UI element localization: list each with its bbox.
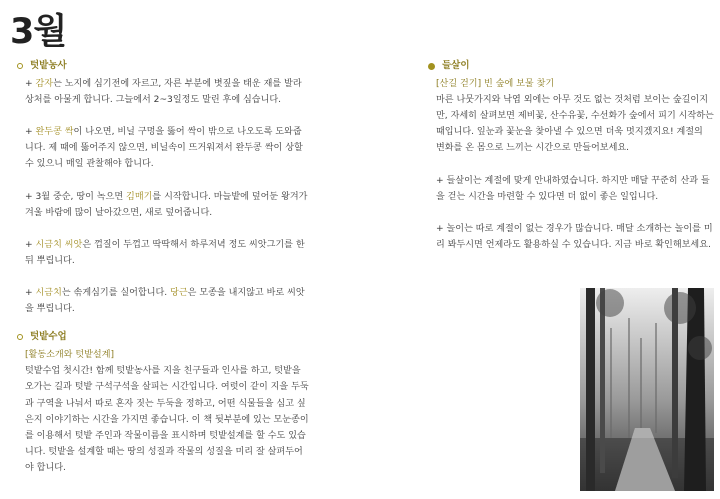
item-highlight: 김매기 (126, 191, 153, 202)
item-text: + (25, 127, 36, 138)
section-heading-farming (17, 58, 309, 74)
outdoor-item: + 들살이는 계절에 맞게 안내하였습니다. 하지만 매달 꾸준히 산과 들을 걷는 시간을 마련할 수 있다면 더 없이 좋은 일입니다. (436, 175, 710, 202)
right-column (428, 58, 714, 269)
section-heading-label: 텃밭농사 (30, 60, 67, 71)
class-body: 텃밭수업 첫시간! 함께 텃밭농사를 지을 친구들과 인사를 하고, 텃밭을 오가는 길과 텃밭 구석구석을 살피는 시간입니다. 여럿이 같이 지을 두둑과 구역을 나눠서 따로 혼자 짓는 두둑을 정하고, 어떤 식물들을 심고 싶은지 이야기하는 시간을 가지면 좋습니다. 이 책 뒷부분에 있는 모눈종이를 이용해서 텃밭 주인과 작물이름을 표시하며 텃밭설계를 할 수도 있습니다. 텃밭을 설계할 때는 땅의 성질과 작물의 성질을 미리 잘 살펴두어야 합니다. (25, 366, 309, 473)
item-highlight: 시금치 (35, 287, 62, 298)
dot-bullet-icon (428, 63, 435, 70)
ring-bullet-icon (17, 334, 23, 340)
farming-item-potato (17, 76, 309, 108)
left-column (17, 58, 309, 476)
item-highlight: 완두콩 싹 (35, 127, 74, 138)
item-text: + (25, 239, 36, 250)
farming-item-spinach-carrot (17, 285, 309, 317)
item-text: 이 나오면, 비닐 구멍을 뚫어 싹이 밖으로 나오도록 도와줍니다. 제 때에 뚫어주지 않으면, 비닐속이 뜨거워져서 완두콩 싹이 상할 수 있으니 매일 관찰해야 합니다. (25, 127, 303, 170)
outdoor-intro: 마른 나뭇가지와 낙엽 외에는 아무 것도 없는 것처럼 보이는 숲길이지만, 자세히 살펴보면 제비꽃, 산수유꽃, 수선화가 숲에서 피기 시작하는 때입니다. 잎눈과 꽃눈을 찾아낼 수 있으면 더욱 멋지겠지요! 계절의 변화를 온 몸으로 느끼는 시간으로 만들어보세요. (436, 95, 714, 154)
item-text: + 3월 중순, 땅이 녹으면 (25, 191, 127, 202)
farming-item-weeding (17, 189, 309, 221)
section-heading-label: 텃밭수업 (30, 331, 67, 343)
class-subtag: [활동소개와 텃밭설계] (25, 350, 115, 361)
item-text: 를 시작합니다. 마늘밭에 덮어둔 왕겨가 겨울 바람에 많이 날아갔으면, 새로 덮어줍니다. (25, 191, 308, 218)
section-heading-class (17, 329, 309, 345)
item-highlight: 감자 (35, 79, 54, 90)
farming-item-spinach-seed (17, 237, 309, 269)
page-title: 3월 (10, 12, 67, 52)
ring-bullet-icon (17, 63, 23, 69)
outdoor-subtag: [산길 걷기] 빈 숲에 보물 찾기 (436, 79, 555, 90)
item-text: + (25, 287, 36, 298)
forest-path-photo (580, 288, 714, 491)
forest-photo-illustration (580, 288, 714, 491)
section-heading-outdoor (428, 58, 714, 74)
item-highlight: 당근 (170, 287, 188, 298)
outdoor-item: + 놀이는 따로 계절이 없는 경우가 많습니다. 매달 소개하는 놀이를 미리 봐두시면 언제라도 활용하실 수 있습니다. 지금 바로 확인해보세요. (436, 223, 713, 250)
item-text: 는 노지에 심기전에 자르고, 자른 부분에 볏짚을 태운 재를 발라 상처를 아물게 합니다. 그늘에서 2~3일정도 말린 후에 심습니다. (25, 79, 302, 106)
item-highlight: 시금치 씨앗 (35, 239, 83, 250)
item-text: 는 솎게심기를 실어합니다. (61, 287, 171, 298)
farming-item-pea (17, 124, 309, 172)
item-text: 은 껍질이 두껍고 딱딱해서 하루저녁 정도 씨앗그기를 한 뒤 뿌립니다. (25, 239, 305, 266)
item-text: 은 모종을 내지않고 바로 씨앗을 뿌립니다. (25, 287, 305, 315)
section-heading-label: 들살이 (442, 60, 470, 71)
item-text: + (25, 79, 36, 90)
